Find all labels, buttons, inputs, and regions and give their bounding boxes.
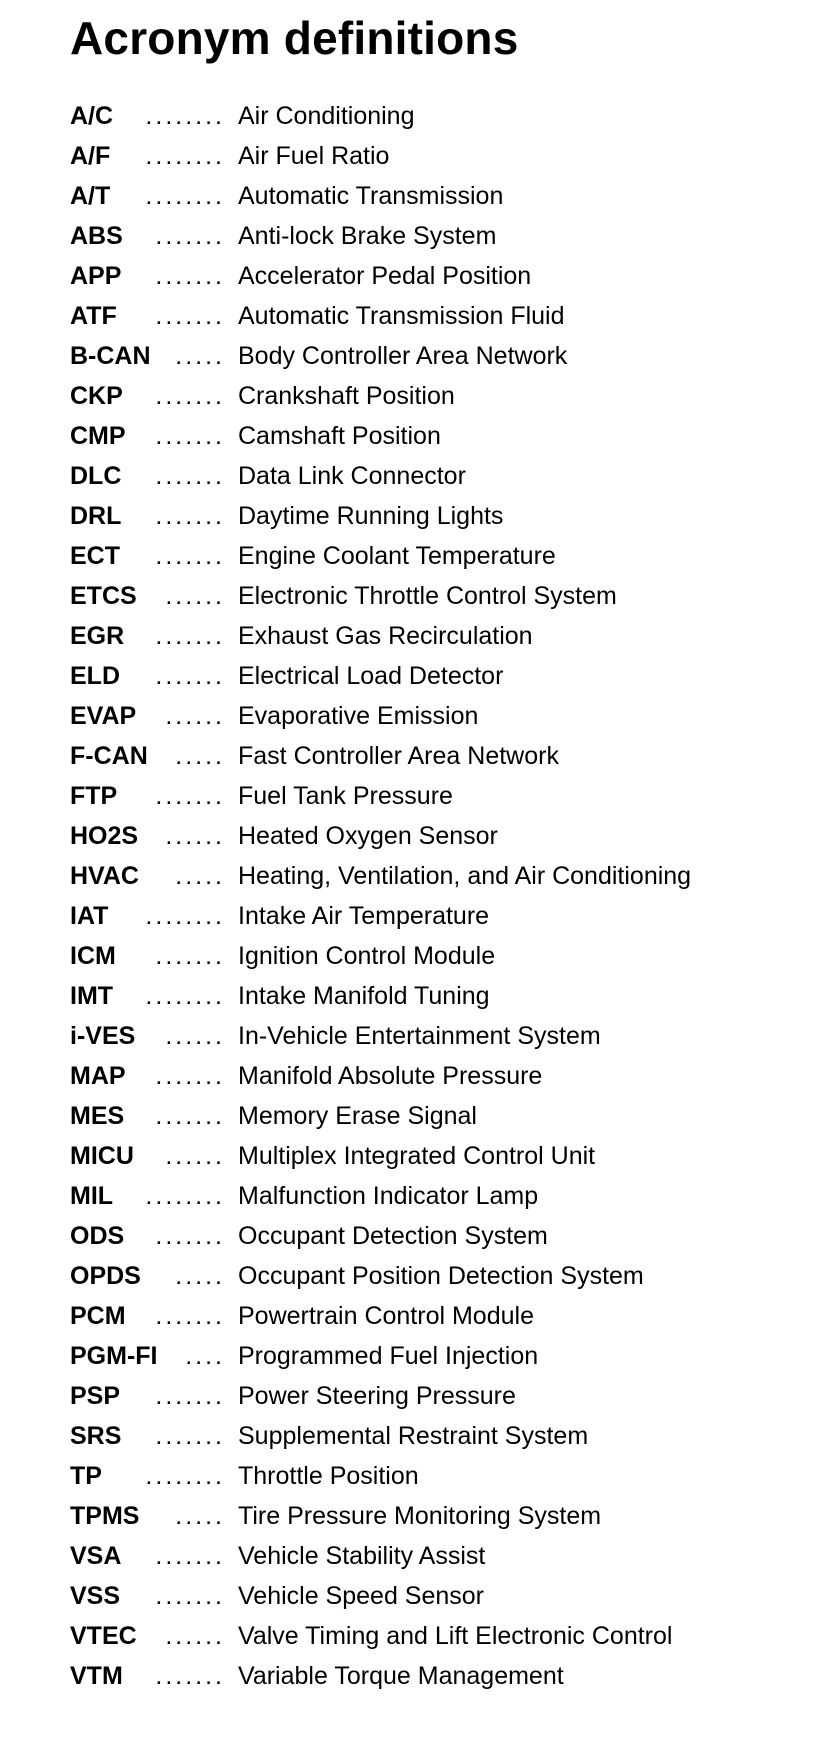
dot-leader: ...... (165, 582, 225, 610)
acronym-abbreviation: B-CAN (70, 342, 151, 370)
acronym-row (70, 1656, 810, 1696)
acronym-abbreviation: FTP (70, 782, 118, 810)
dot-leader: ..... (175, 862, 225, 890)
dot-leader: ....... (155, 1542, 225, 1570)
acronym-definition: Valve Timing and Lift Electronic Control (238, 1622, 673, 1650)
acronym-row (70, 736, 810, 776)
acronym-abbreviation: ECT (70, 542, 120, 570)
acronym-row (70, 1576, 810, 1616)
acronym-abbreviation: A/C (70, 102, 114, 130)
acronym-definition: Body Controller Area Network (238, 342, 568, 370)
acronym-abbreviation: A/F (70, 142, 111, 170)
acronym-abbreviation: ABS (70, 222, 123, 250)
acronym-abbreviation: VTM (70, 1662, 123, 1690)
acronym-list (70, 96, 810, 1696)
acronym-definition: Air Fuel Ratio (238, 142, 390, 170)
acronym-abbreviation: EGR (70, 622, 125, 650)
acronym-row (70, 216, 810, 256)
dot-leader: ...... (165, 1622, 225, 1650)
acronym-definition: Evaporative Emission (238, 702, 479, 730)
acronym-abbreviation: APP (70, 262, 122, 290)
acronym-abbreviation: CKP (70, 382, 123, 410)
dot-leader: ..... (175, 1262, 225, 1290)
acronym-row (70, 1376, 810, 1416)
acronym-abbreviation: IMT (70, 982, 114, 1010)
acronym-definition: Camshaft Position (238, 422, 441, 450)
acronym-definition: Vehicle Speed Sensor (238, 1582, 485, 1610)
dot-leader: ....... (155, 302, 225, 330)
acronym-abbreviation: ODS (70, 1222, 125, 1250)
page-title: Acronym definitions (70, 12, 519, 64)
acronym-row (70, 1216, 810, 1256)
dot-leader: ....... (155, 422, 225, 450)
acronym-definition: Tire Pressure Monitoring System (238, 1502, 602, 1530)
acronym-definition: Memory Erase Signal (238, 1102, 477, 1130)
acronym-abbreviation: ATF (70, 302, 117, 330)
acronym-row (70, 1456, 810, 1496)
acronym-definition: Ignition Control Module (238, 942, 496, 970)
dot-leader: ....... (155, 222, 225, 250)
acronym-row (70, 1136, 810, 1176)
acronym-abbreviation: HVAC (70, 862, 139, 890)
acronym-definition: Automatic Transmission Fluid (238, 302, 565, 330)
acronym-row (70, 1336, 810, 1376)
acronym-definition: Malfunction Indicator Lamp (238, 1182, 539, 1210)
acronym-row (70, 536, 810, 576)
dot-leader: .... (185, 1342, 225, 1370)
acronym-abbreviation: MAP (70, 1062, 126, 1090)
acronym-abbreviation: PCM (70, 1302, 126, 1330)
acronym-abbreviation: VSS (70, 1582, 121, 1610)
acronym-definition: Heated Oxygen Sensor (238, 822, 498, 850)
acronym-abbreviation: VSA (70, 1542, 122, 1570)
acronym-abbreviation: OPDS (70, 1262, 141, 1290)
acronym-abbreviation: TP (70, 1462, 102, 1490)
acronym-row (70, 616, 810, 656)
acronym-row (70, 1016, 810, 1056)
acronym-row (70, 96, 810, 136)
acronym-abbreviation: VTEC (70, 1622, 137, 1650)
dot-leader: ....... (155, 262, 225, 290)
acronym-definition: Fast Controller Area Network (238, 742, 559, 770)
dot-leader: ....... (155, 1222, 225, 1250)
acronym-definition: Intake Air Temperature (238, 902, 490, 930)
acronym-abbreviation: ETCS (70, 582, 137, 610)
acronym-abbreviation: PSP (70, 1382, 121, 1410)
dot-leader: ..... (175, 742, 225, 770)
dot-leader: ..... (175, 1502, 225, 1530)
acronym-row (70, 1256, 810, 1296)
acronym-definition: Anti-lock Brake System (238, 222, 497, 250)
dot-leader: ....... (155, 942, 225, 970)
acronym-abbreviation: CMP (70, 422, 126, 450)
acronym-row (70, 816, 810, 856)
acronym-abbreviation: MICU (70, 1142, 134, 1170)
dot-leader: ...... (165, 702, 225, 730)
dot-leader: ....... (155, 1102, 225, 1130)
acronym-definition: Multiplex Integrated Control Unit (238, 1142, 596, 1170)
acronym-row (70, 1616, 810, 1656)
dot-leader: ........ (145, 1462, 225, 1490)
acronym-definition: Intake Manifold Tuning (238, 982, 490, 1010)
dot-leader: ....... (155, 1422, 225, 1450)
dot-leader: ........ (145, 182, 225, 210)
acronym-definition: Power Steering Pressure (238, 1382, 516, 1410)
acronym-definition: Supplemental Restraint System (238, 1422, 589, 1450)
acronym-definition: Programmed Fuel Injection (238, 1342, 539, 1370)
acronym-abbreviation: DRL (70, 502, 122, 530)
dot-leader: ....... (155, 1062, 225, 1090)
acronym-row (70, 1496, 810, 1536)
acronym-definition: Accelerator Pedal Position (238, 262, 532, 290)
acronym-abbreviation: DLC (70, 462, 122, 490)
dot-leader: ........ (145, 902, 225, 930)
acronym-row (70, 1056, 810, 1096)
dot-leader: ...... (165, 1022, 225, 1050)
dot-leader: ....... (155, 1302, 225, 1330)
dot-leader: ...... (165, 1142, 225, 1170)
acronym-row (70, 776, 810, 816)
acronym-definition: Variable Torque Management (238, 1662, 564, 1690)
acronym-row (70, 656, 810, 696)
acronym-definition: Crankshaft Position (238, 382, 455, 410)
acronym-row (70, 1096, 810, 1136)
dot-leader: ....... (155, 662, 225, 690)
dot-leader: ....... (155, 782, 225, 810)
acronym-row (70, 1416, 810, 1456)
acronym-abbreviation: TPMS (70, 1502, 140, 1530)
dot-leader: ...... (165, 822, 225, 850)
acronym-abbreviation: i-VES (70, 1022, 136, 1050)
acronym-abbreviation: A/T (70, 182, 111, 210)
acronym-abbreviation: MES (70, 1102, 125, 1130)
acronym-definition: Fuel Tank Pressure (238, 782, 453, 810)
acronym-abbreviation: ELD (70, 662, 120, 690)
acronym-abbreviation: ICM (70, 942, 116, 970)
acronym-row (70, 256, 810, 296)
acronym-row (70, 136, 810, 176)
acronym-row (70, 976, 810, 1016)
acronym-row (70, 1296, 810, 1336)
acronym-row (70, 1176, 810, 1216)
acronym-definition: Exhaust Gas Recirculation (238, 622, 533, 650)
dot-leader: ....... (155, 1582, 225, 1610)
acronym-row (70, 696, 810, 736)
dot-leader: ....... (155, 1382, 225, 1410)
dot-leader: ....... (155, 1662, 225, 1690)
dot-leader: ....... (155, 382, 225, 410)
acronym-row (70, 856, 810, 896)
acronym-abbreviation: SRS (70, 1422, 122, 1450)
dot-leader: ........ (145, 142, 225, 170)
dot-leader: ........ (145, 1182, 225, 1210)
acronym-definition: Throttle Position (238, 1462, 419, 1490)
dot-leader: ....... (155, 542, 225, 570)
acronym-definition: Manifold Absolute Pressure (238, 1062, 543, 1090)
acronym-definition: Occupant Position Detection System (238, 1262, 644, 1290)
acronym-definition: Occupant Detection System (238, 1222, 548, 1250)
dot-leader: ....... (155, 622, 225, 650)
acronym-row (70, 496, 810, 536)
acronym-definition: Engine Coolant Temperature (238, 542, 556, 570)
acronym-row (70, 456, 810, 496)
acronym-abbreviation: IAT (70, 902, 109, 930)
acronym-definition: In-Vehicle Entertainment System (238, 1022, 601, 1050)
acronym-definition: Vehicle Stability Assist (238, 1542, 486, 1570)
acronym-definition: Daytime Running Lights (238, 502, 504, 530)
acronym-definition: Powertrain Control Module (238, 1302, 534, 1330)
acronym-definition: Heating, Ventilation, and Air Conditioning (238, 862, 692, 890)
acronym-abbreviation: EVAP (70, 702, 137, 730)
acronym-abbreviation: PGM-FI (70, 1342, 158, 1370)
acronym-row (70, 896, 810, 936)
dot-leader: ....... (155, 462, 225, 490)
dot-leader: ........ (145, 982, 225, 1010)
acronym-row (70, 416, 810, 456)
acronym-row (70, 936, 810, 976)
acronym-row (70, 296, 810, 336)
dot-leader: ..... (175, 342, 225, 370)
acronym-abbreviation: F-CAN (70, 742, 148, 770)
acronym-definition: Data Link Connector (238, 462, 466, 490)
acronym-definition: Air Conditioning (238, 102, 415, 130)
acronym-definition: Electronic Throttle Control System (238, 582, 617, 610)
acronym-abbreviation: HO2S (70, 822, 139, 850)
acronym-row (70, 336, 810, 376)
acronym-definition: Automatic Transmission (238, 182, 504, 210)
acronym-abbreviation: MIL (70, 1182, 114, 1210)
dot-leader: ....... (155, 502, 225, 530)
acronym-definition: Electrical Load Detector (238, 662, 504, 690)
acronym-row (70, 1536, 810, 1576)
acronym-row (70, 376, 810, 416)
dot-leader: ........ (145, 102, 225, 130)
acronym-row (70, 176, 810, 216)
acronym-row (70, 576, 810, 616)
